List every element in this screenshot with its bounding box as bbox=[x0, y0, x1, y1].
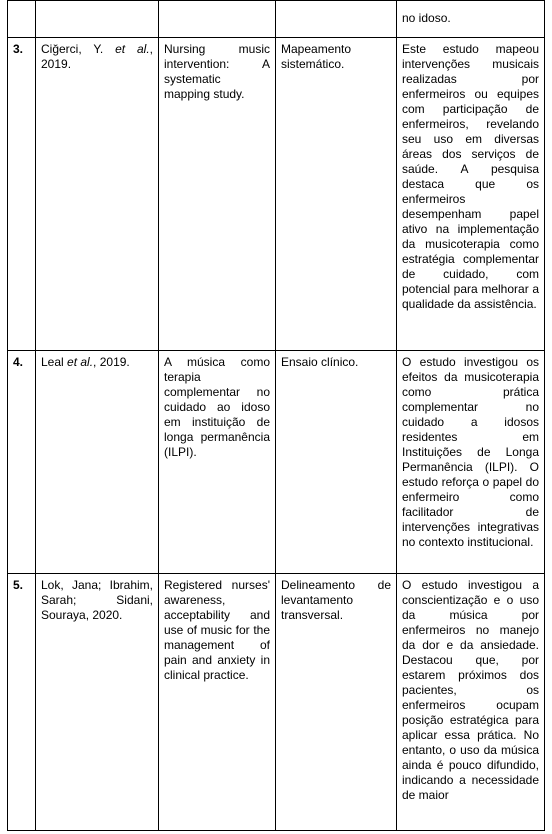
cell-author bbox=[36, 1, 159, 38]
cell-result: Este estudo mapeou intervenções musicais realizadas por enfermeiros ou equipes com participação de enfermeiros, revelando seu uso em diversas áreas dos serviços de saúde. A pesquisa destaca que os enfermeiros desempenham papel ativo na implementação da musicoterapia como estratégia complementar de cuidado, com potencial para melhorar a qualidade da assistência. bbox=[397, 38, 545, 351]
cell-method: Mapeamento sistemático. bbox=[276, 38, 397, 351]
table-row bbox=[8, 1, 545, 38]
author-names: Ciğerci, Y. bbox=[41, 42, 116, 56]
table-row bbox=[8, 38, 545, 351]
cell-author bbox=[36, 351, 159, 574]
cell-number: 3. bbox=[8, 38, 36, 351]
cell-number: 4. bbox=[8, 351, 36, 574]
cell-title: A música como terapia complementar no cuidado ao idoso em instituição de longa permanência (ILPI). bbox=[159, 351, 276, 574]
author-year: , 2019. bbox=[93, 355, 130, 369]
cell-result: O estudo investigou os efeitos da musicoterapia como prática complementar no cuidado a idosos residentes em Instituições de Longa Permanência (ILPI). O estudo reforça o papel do enfermeiro como facilitador de intervenções integrativas no contexto institucional. bbox=[397, 351, 545, 574]
cell-method: Ensaio clínico. bbox=[276, 351, 397, 574]
author-et-al: et al. bbox=[115, 42, 150, 56]
literature-review-table bbox=[7, 0, 545, 831]
cell-number: 5. bbox=[8, 574, 36, 831]
cell-title: Registered nurses' awareness, acceptability and use of music for the management of pain and anxiety in clinical practice. bbox=[159, 574, 276, 831]
cell-title bbox=[159, 1, 276, 38]
cell-result: no idoso. bbox=[397, 1, 545, 38]
table-row bbox=[8, 351, 545, 574]
cell-result: O estudo investigou a conscientização e o uso da música por enfermeiros no manejo da dor e da ansiedade. Destacou que, por estarem próximos dos pacientes, os enfermeiros ocupam posição estratégica para aplicar essa prática. No entanto, o uso da música ainda é pouco difundido, indicando a necessidade de maior bbox=[397, 574, 545, 831]
author-names: Leal bbox=[41, 355, 68, 369]
cell-title: Nursing music intervention: A systematic mapping study. bbox=[159, 38, 276, 351]
author-year: , 2019. bbox=[41, 42, 154, 71]
cell-author: Lok, Jana; Ibrahim, Sarah; Sidani, Souraya, 2020. bbox=[36, 574, 159, 831]
cell-method: Delineamento de levantamento transversal. bbox=[276, 574, 397, 831]
cell-number bbox=[8, 1, 36, 38]
cell-author bbox=[36, 38, 159, 351]
cell-method bbox=[276, 1, 397, 38]
table-row bbox=[8, 574, 545, 831]
author-et-al: et al. bbox=[67, 355, 94, 369]
